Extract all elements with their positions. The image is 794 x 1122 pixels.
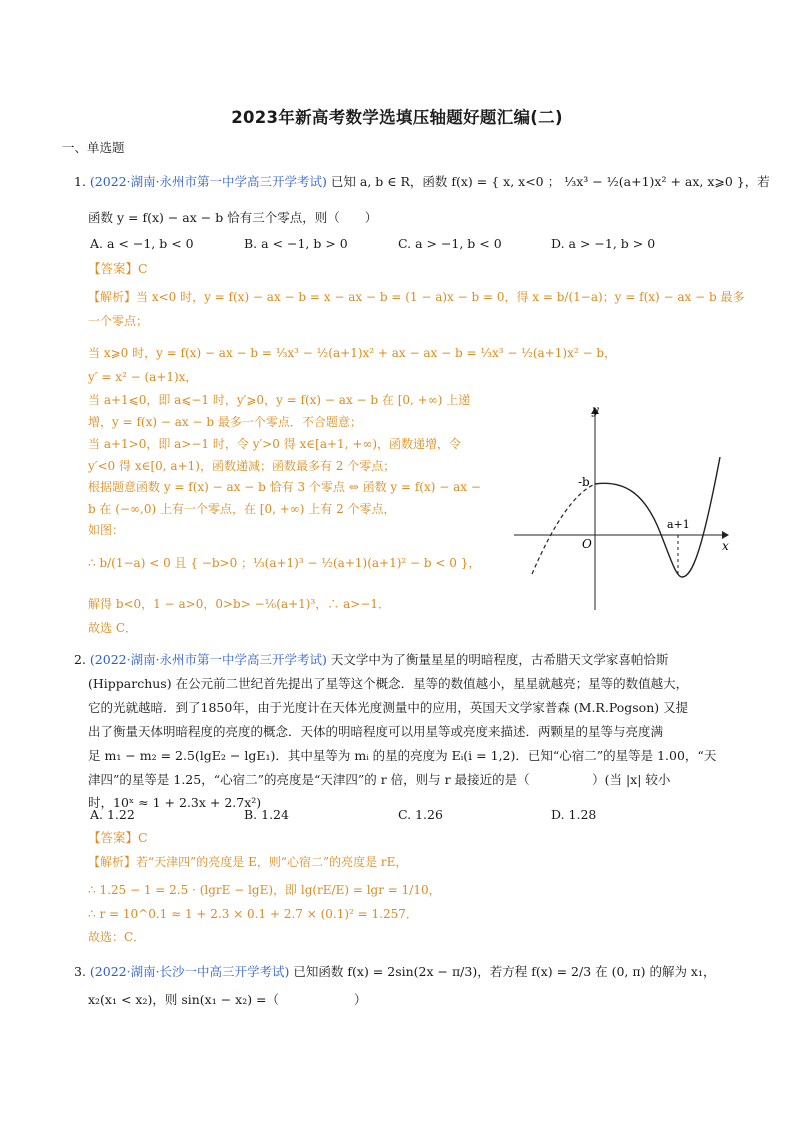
q3-source[interactable]: (2022·湖南·长沙一中高三开学考试): [89, 964, 290, 979]
q1-source[interactable]: (2022·湖南·永州市第一中学高三开学考试): [89, 174, 327, 189]
origin-label: O: [582, 537, 592, 551]
q2-expl-2: ∴ r = 10^0.1 ≈ 1 + 2.3 × 0.1 + 2.7 × (0.1)² = 1.257．: [88, 907, 418, 921]
min-point-label: a+1: [667, 518, 690, 531]
q1-number: 1.: [74, 174, 86, 189]
q2-answer: 【答案】C: [88, 830, 148, 845]
q2-expl-1: ∴ 1.25 − 1 = 2.5 · (lgrE − lgE)，即 lg(rE/E) = lgr = 1/10，: [88, 883, 441, 897]
page-title: 2023年新高考数学选填压轴题好题汇编(二): [231, 108, 563, 127]
q3-stem-line1: [74, 962, 715, 982]
q2-expl-3: 故选：C．: [88, 930, 146, 944]
q1-expl-2: 当 x⩾0 时，y = f(x) − ax − b = ⅓x³ − ½(a+1)x² + ax − ax − b = ⅓x³ − ½(a+1)x² − b，: [88, 346, 617, 360]
q1-answer: 【答案】C: [88, 261, 148, 276]
q1-expl-1: 一个零点；: [88, 314, 149, 328]
q1-expl-4: 当 a+1⩽0，即 a⩽−1 时，y′⩾0，y = f(x) − ax − b 在 [0, +∞) 上递: [88, 393, 471, 407]
cubic-branch: [595, 457, 720, 577]
q2-option-b[interactable]: B. 1.24: [244, 807, 289, 822]
q2-option-c[interactable]: C. 1.26: [398, 807, 443, 822]
y-axis-label: y: [592, 403, 599, 417]
q1-option-c[interactable]: C. a > −1, b < 0: [398, 236, 502, 251]
q2-stem-line6: 时，10ˣ ≈ 1 + 2.3x + 2.7x²): [88, 795, 262, 810]
q1-expl-7: y′<0 得 x∈[0, a+1)，函数递减；函数最多有 2 个零点；: [88, 459, 396, 473]
q2-stem-line3: 出了衡量天体明暗程度的亮度的概念．天体的明暗程度可以用星等或亮度来描述．两颗星的星等与亮度满: [88, 724, 664, 739]
q1-stem-line2: 函数 y = f(x) − ax − b 恰有三个零点，则（ ）: [88, 210, 378, 225]
q2-option-d[interactable]: D. 1.28: [551, 807, 597, 822]
q1-expl-11: ∴ b/(1−a) < 0 且 { −b>0 ；⅓(a+1)³ − ½(a+1)(a+1)² − b < 0 }，: [88, 556, 481, 570]
q3-number: 3.: [74, 964, 86, 979]
q1-expl-6: 当 a+1>0，即 a>−1 时，令 y′>0 得 x∈[a+1, +∞)，函数递增，令: [88, 437, 462, 451]
q3-stem-line2: x₂(x₁ < x₂)，则 sin(x₁ − x₂) =（ ）: [88, 992, 367, 1007]
q2-option-a[interactable]: A. 1.22: [90, 807, 135, 822]
x-axis-label: x: [722, 539, 729, 553]
q2-stem-line4: 足 m₁ − m₂ = 2.5(lgE₂ − lgE₁)．其中星等为 mᵢ 的星的亮度为 Eᵢ(i = 1,2)．已知“心宿二”的星等是 1.00，“天: [88, 748, 717, 763]
q1-option-a[interactable]: A. a < −1, b < 0: [90, 236, 194, 251]
q1-expl-5: 增，y = f(x) − ax − b 最多一个零点．不合题意；: [88, 415, 362, 429]
q2-stem-line5: 津四”的星等是 1.25，“心宿二”的亮度是“天津四”的 r 倍，则与 r 最接近的是（ ）(当 |x| 较小: [88, 772, 671, 787]
q2-stem-text0: 天文学中为了衡量星星的明暗程度，古希腊天文学家喜帕恰斯: [330, 652, 669, 667]
q1-option-d[interactable]: D. a > −1, b > 0: [551, 236, 656, 251]
q2-stem-line2: 它的光就越暗．到了1850年，由于光度计在天体光度测量中的应用，英国天文学家普森 (M.R.Pogson) 又提: [88, 700, 689, 715]
q1-expl-9: b 在 (−∞,0) 上有一个零点，在 [0, +∞) 上有 2 个零点，: [88, 502, 396, 516]
q1-expl-8: 根据题意函数 y = f(x) − ax − b 恰有 3 个零点 ⇔ 函数 y = f(x) − ax −: [88, 480, 481, 494]
q1-option-b[interactable]: B. a < −1, b > 0: [244, 236, 348, 251]
q2-source[interactable]: (2022·湖南·永州市第一中学高三开学考试): [89, 652, 327, 667]
q1-expl-0: 【解析】当 x<0 时，y = f(x) − ax − b = x − ax − b = (1 − a)x − b = 0，得 x = b/(1−a)；y = f(x) − ax − b 最多: [88, 290, 745, 304]
q1-expl-13: 故选 C．: [88, 621, 137, 635]
q2-stem-line0: [74, 650, 668, 670]
q1-stem-text1: 已知 a, b ∈ R，函数 f(x) = { x, x<0 ； ⅓x³ − ½(a+1)x² + ax, x⩾0 }，若: [330, 174, 770, 189]
section-heading: 一、单选题: [62, 140, 125, 155]
q1-expl-12: 解得 b<0，1 − a>0，0>b> −⅙(a+1)³，∴ a>−1．: [88, 597, 391, 611]
q3-stem-text1: 已知函数 f(x) = 2sin(2x − π/3)，若方程 f(x) = 2/3 在 (0, π) 的解为 x₁，: [293, 964, 716, 979]
intercept-label: -b: [578, 475, 590, 489]
dashed-linear-branch: [532, 484, 595, 574]
q2-stem-line1: (Hipparchus) 在公元前二世纪首先提出了星等这个概念．星等的数值越小，星星就越亮；星等的数值越大，: [88, 676, 689, 691]
q1-function-graph: [510, 402, 735, 612]
q1-stem-line1: [74, 172, 770, 192]
q1-expl-3: y′ = x² − (a+1)x，: [88, 370, 198, 384]
q2-number: 2.: [74, 652, 86, 667]
q1-expl-10: 如图：: [88, 523, 125, 537]
q2-expl-0: 【解析】若“天津四”的亮度是 E，则“心宿二”的亮度是 rE，: [88, 855, 408, 869]
